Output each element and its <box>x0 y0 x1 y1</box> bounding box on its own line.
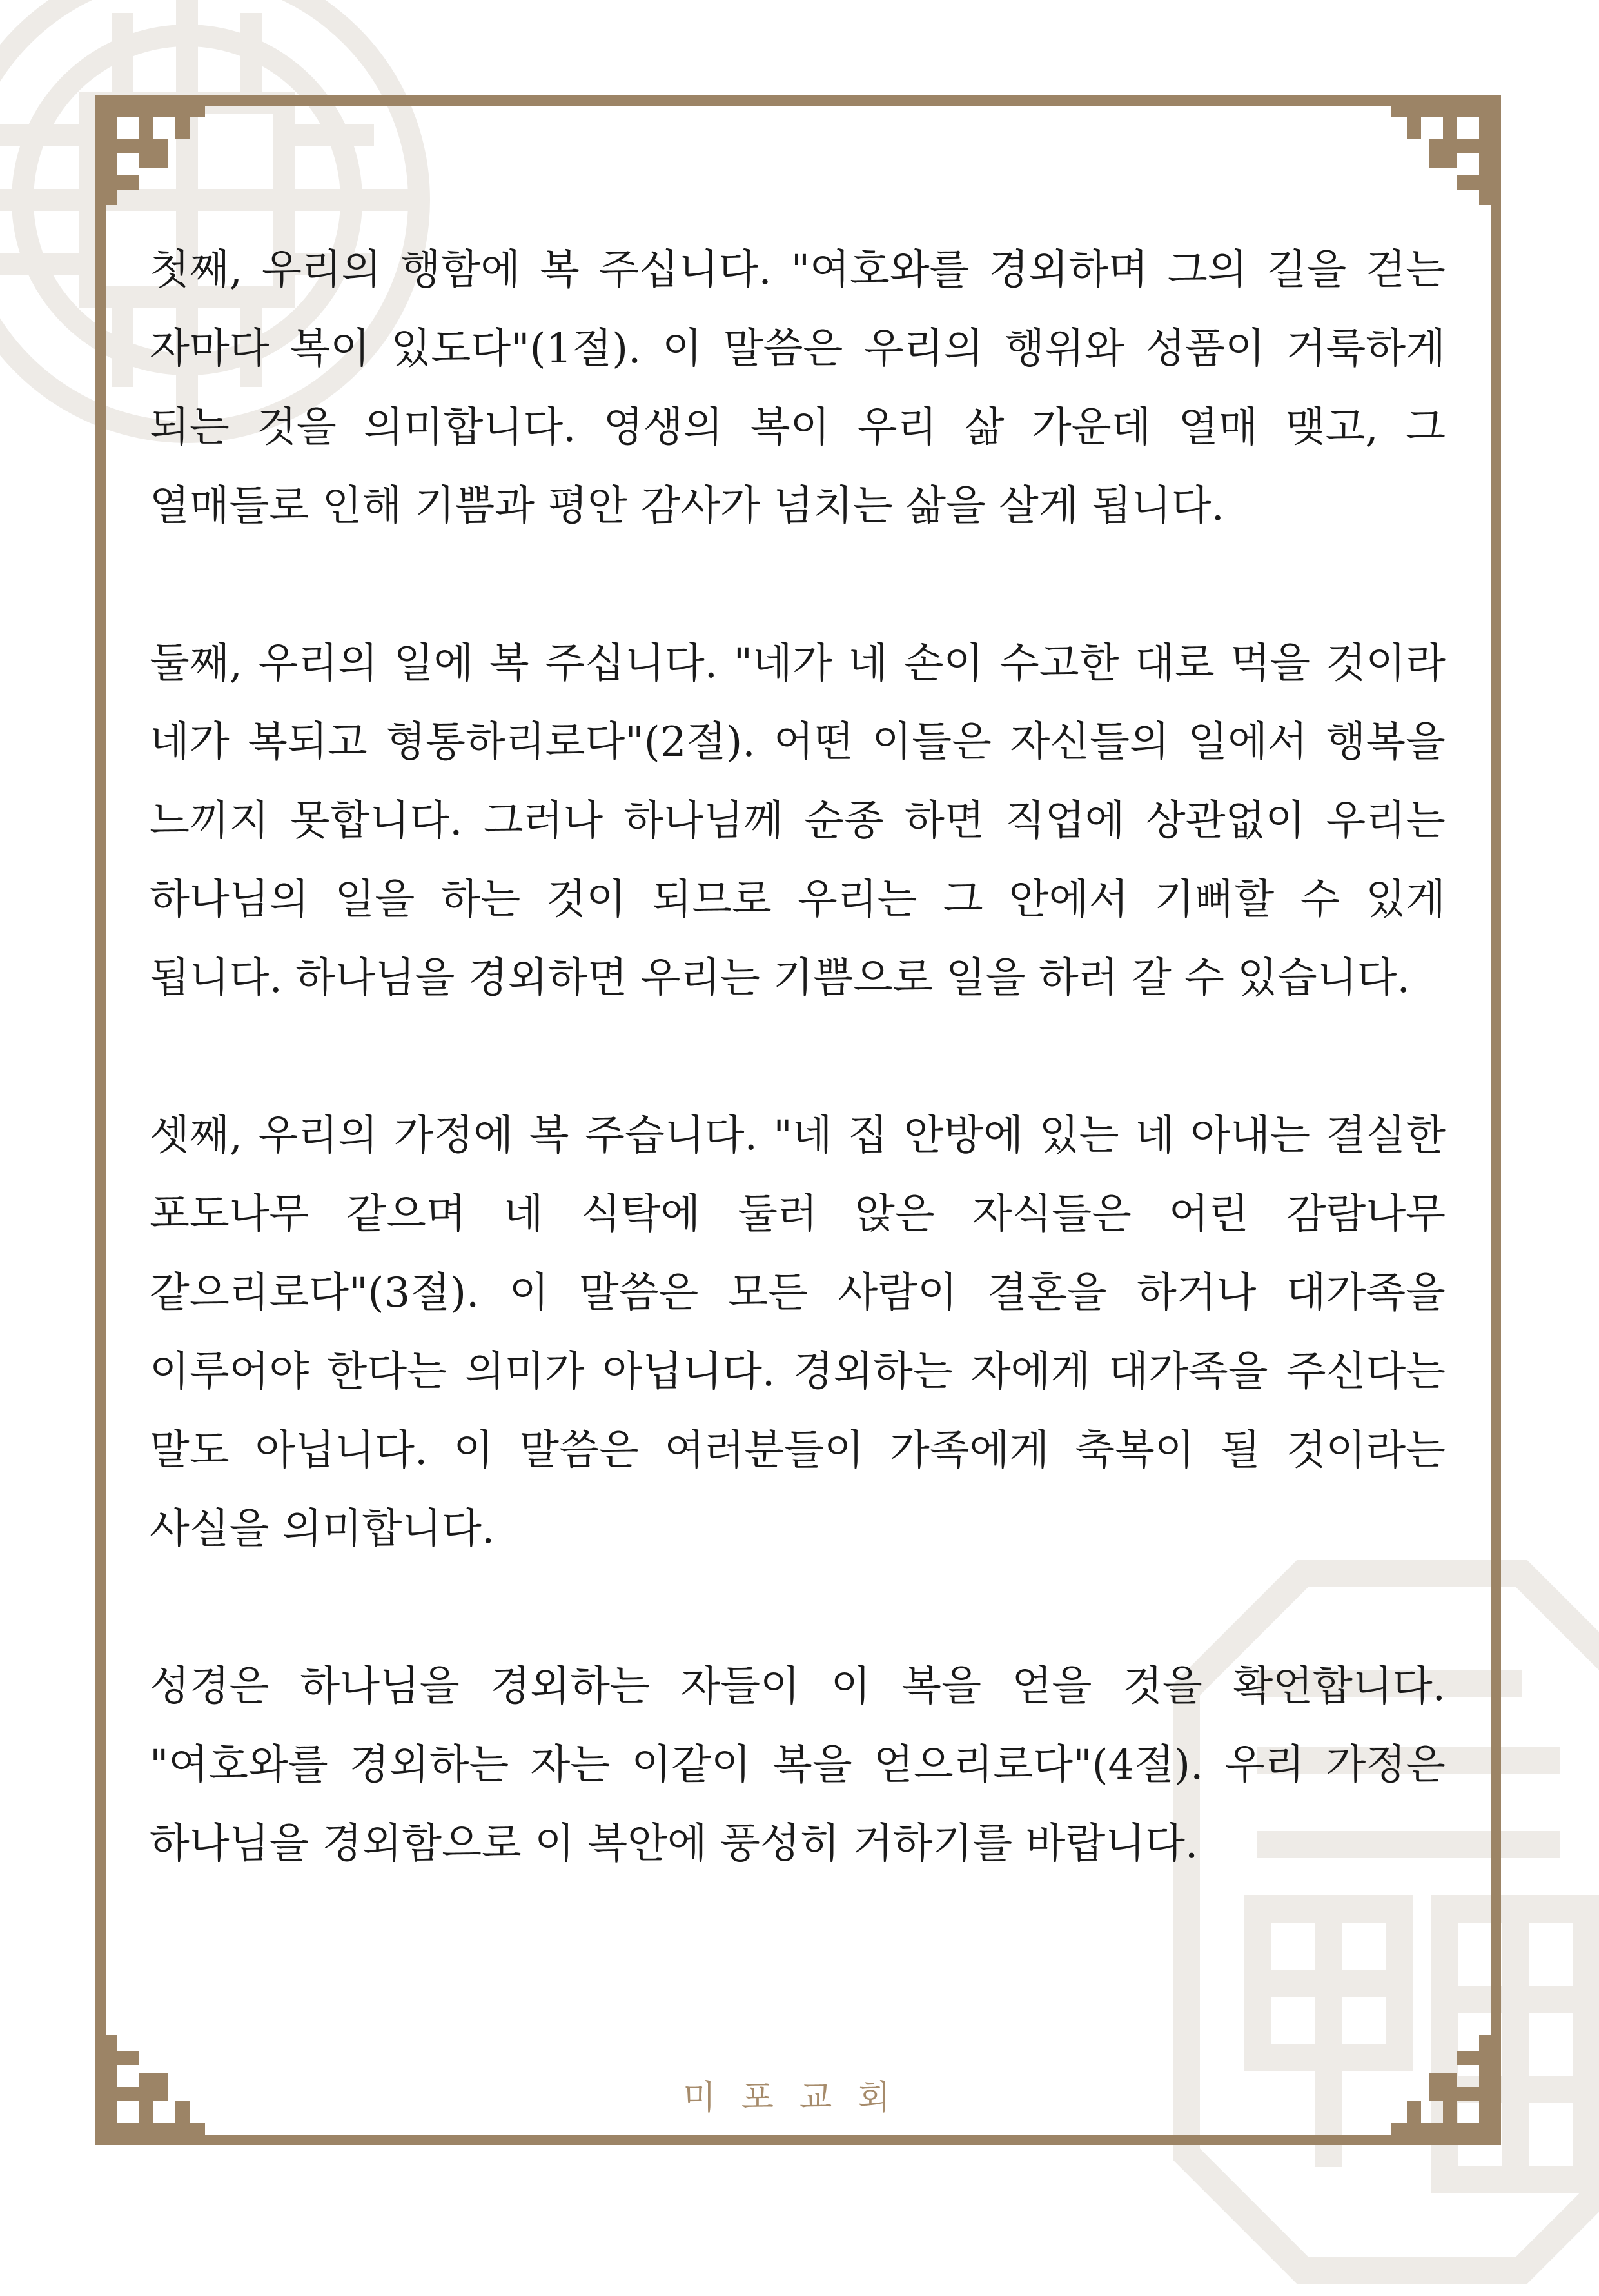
church-name-footer: 미포교회 <box>683 2079 916 2117</box>
lattice-corner-ornament-icon <box>95 95 205 205</box>
paragraph-first-blessing: 첫째, 우리의 행함에 복 주십니다. "여호와를 경외하며 그의 길을 걷는 자마다 복이 있도다"(1절). 이 말씀은 우리의 행위와 성품이 거룩하게 되는 것을 의미합니다. 영생의 복이 우리 삶 가운데 열매 맺고, 그 열매들로 인해 기쁨과 평안 감사가 넘치는 삶을 살게 됩니다. <box>150 246 1446 530</box>
paragraph-conclusion: 성경은 하나님을 경외하는 자들이 이 복을 얻을 것을 확언합니다. "여호와를 경외하는 자는 이같이 복을 얻으리로다"(4절). 우리 가정은 하나님을 경외함으로 이 복안에 풍성히 거하기를 바랍니다. <box>150 1663 1446 1868</box>
sermon-body <box>150 231 1446 1883</box>
paragraph-third-blessing: 셋째, 우리의 가정에 복 주습니다. "네 집 안방에 있는 네 아내는 결실한 포도나무 같으며 네 식탁에 둘러 앉은 자식들은 어린 감람나무 같으리로다"(3절). 이 말씀은 모든 사람이 결혼을 하거나 대가족을 이루어야 한다는 의미가 아닙니다. 경외하는 자에게 대가족을 주신다는 말도 아닙니다. 이 말씀은 여러분들이 가족에게 축복이 될 것이라는 사실을 의미합니다. <box>150 1112 1446 1553</box>
paragraph-second-blessing: 둘째, 우리의 일에 복 주십니다. "네가 네 손이 수고한 대로 먹을 것이라 네가 복되고 형통하리로다"(2절). 어떤 이들은 자신들의 일에서 행복을 느끼지 못합니다. 그러나 하나님께 순종 하면 직업에 상관없이 우리는 하나님의 일을 하는 것이 되므로 우리는 그 안에서 기뻐할 수 있게 됩니다. 하나님을 경외하면 우리는 기쁨으로 일을 하러 갈 수 있습니다. <box>150 640 1446 1002</box>
lattice-corner-ornament-icon <box>1391 95 1501 205</box>
